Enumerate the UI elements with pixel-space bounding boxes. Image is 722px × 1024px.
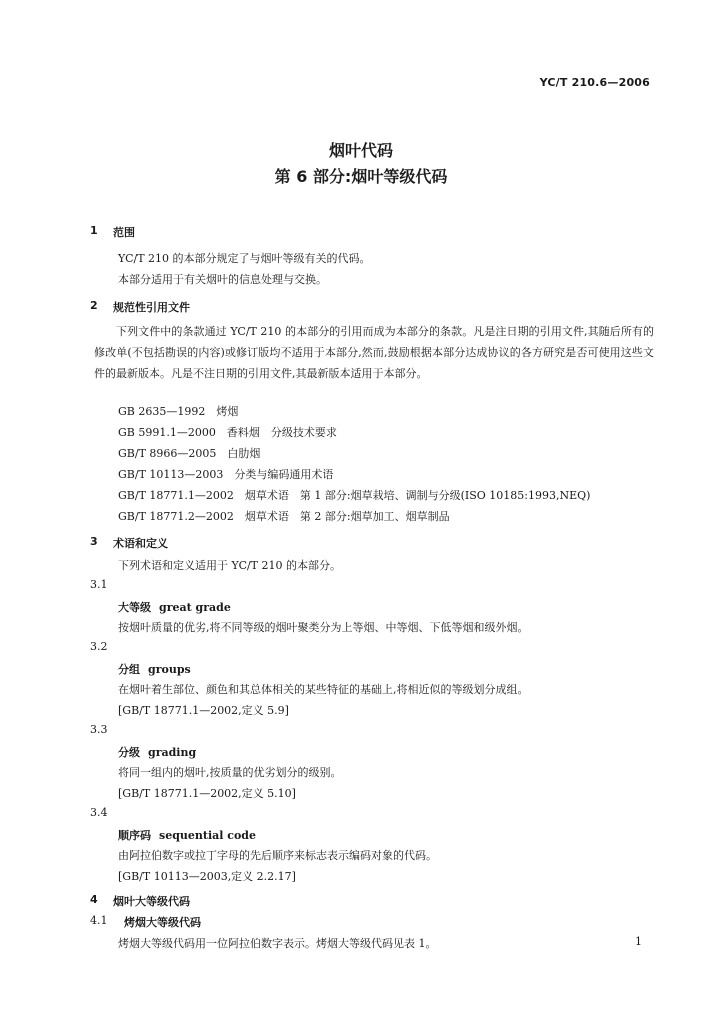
subsection-heading: 烤烟大等级代码 xyxy=(124,916,201,929)
standard-number: YC/T 210.6—2006 xyxy=(539,76,650,89)
reference-item: GB/T 8966—2005 白肋烟 xyxy=(118,447,261,460)
term-name: 分级 xyxy=(118,746,140,759)
reference-item: GB/T 18771.2—2002 烟草术语 第 2 部分:烟草加工、烟草制品 xyxy=(118,510,450,523)
term-definition: 在烟叶着生部位、颜色和其总体相关的某些特征的基础上,将相近似的等级划分成组。 xyxy=(118,683,529,696)
term-heading xyxy=(118,661,191,677)
term-name: 大等级 xyxy=(118,601,151,614)
reference-item: GB 5991.1—2000 香料烟 分级技术要求 xyxy=(118,426,337,439)
subsection-number: 4.1 xyxy=(90,914,108,927)
term-english: great grade xyxy=(159,601,231,614)
term-number: 3.2 xyxy=(90,640,108,653)
term-heading xyxy=(118,827,256,843)
term-definition: 将同一组内的烟叶,按质量的优劣划分的级别。 xyxy=(118,766,342,779)
subsection-text: 烤烟大等级代码用一位阿拉伯数字表示。烤烟大等级代码见表 1。 xyxy=(118,937,437,950)
term-heading xyxy=(118,744,196,760)
term-name: 分组 xyxy=(118,663,140,676)
term-english: groups xyxy=(148,663,191,676)
term-heading xyxy=(118,599,231,615)
section-3-intro: 下列术语和定义适用于 YC/T 210 的本部分。 xyxy=(118,559,342,572)
doc-subtitle: 第 6 部分:烟叶等级代码 xyxy=(274,167,448,186)
term-source: [GB/T 18771.1—2002,定义 5.9] xyxy=(118,704,289,717)
page-number: 1 xyxy=(635,935,642,948)
term-definition: 由阿拉伯数字或拉丁字母的先后顺序来标志表示编码对象的代码。 xyxy=(118,849,437,862)
reference-item: GB 2635—1992 烤烟 xyxy=(118,405,239,418)
section-3-heading: 术语和定义 xyxy=(113,537,168,550)
section-4-number: 4 xyxy=(90,893,98,906)
term-english: grading xyxy=(148,746,197,759)
section-2-number: 2 xyxy=(90,299,98,312)
section-1-line: 本部分适用于有关烟叶的信息处理与交换。 xyxy=(118,273,327,286)
section-1-number: 1 xyxy=(90,224,98,237)
term-number: 3.3 xyxy=(90,723,108,736)
section-4-heading: 烟叶大等级代码 xyxy=(113,895,190,908)
term-source: [GB/T 18771.1—2002,定义 5.10] xyxy=(118,787,296,800)
term-definition: 按烟叶质量的优劣,将不同等级的烟叶聚类分为上等烟、中等烟、下低等烟和级外烟。 xyxy=(118,621,529,634)
term-name: 顺序码 xyxy=(118,829,151,842)
term-english: sequential code xyxy=(159,829,256,842)
section-2-heading: 规范性引用文件 xyxy=(113,301,190,314)
reference-item: GB/T 10113—2003 分类与编码通用术语 xyxy=(118,468,334,481)
section-1-line: YC/T 210 的本部分规定了与烟叶等级有关的代码。 xyxy=(118,252,371,265)
term-number: 3.1 xyxy=(90,578,108,591)
section-1-heading: 范围 xyxy=(113,226,135,239)
doc-title: 烟叶代码 xyxy=(328,141,393,160)
section-2-paragraph: 下列文件中的条款通过 YC/T 210 的本部分的引用而成为本部分的条款。凡是注日期的引用文件,其随后所有的修改单(不包括勘误的内容)或修订版均不适用于本部分,然而,鼓励根据本部分达成协议的各方研究是否可使用这些文件的最新版本。凡是不注日期的引用文件,其最新版本适用于本部分。 xyxy=(94,325,654,380)
term-number: 3.4 xyxy=(90,806,108,819)
term-source: [GB/T 10113—2003,定义 2.2.17] xyxy=(118,870,296,883)
section-3-number: 3 xyxy=(90,535,98,548)
reference-item: GB/T 18771.1—2002 烟草术语 第 1 部分:烟草栽培、调制与分级(ISO 10185:1993,NEQ) xyxy=(118,489,591,502)
